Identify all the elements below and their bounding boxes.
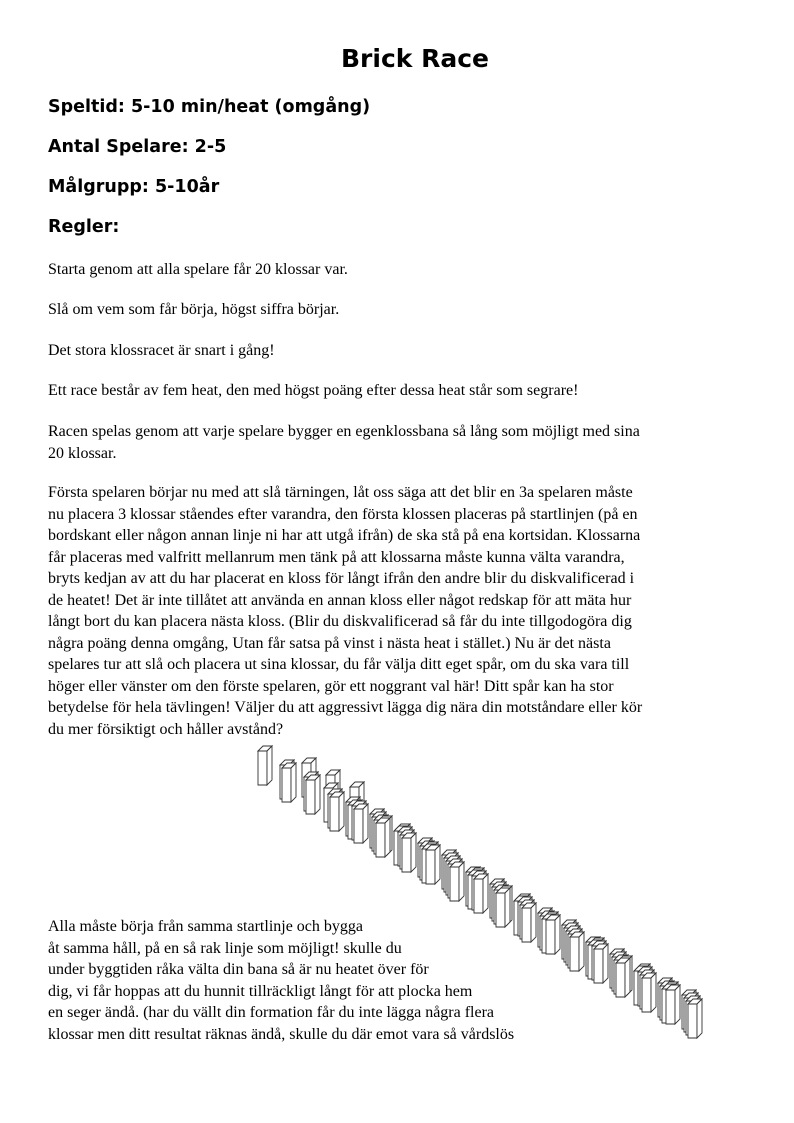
text-line: nu placera 3 klossar ståendes efter varandra, den första klossen placeras på startlinjen (på en (48, 505, 638, 523)
domino-brick (594, 944, 608, 983)
paragraph (48, 421, 748, 464)
text-line: spelares tur att slå och placera ut sina klossar, du får välja ditt eget spår, om du ska vara till (48, 656, 630, 673)
text-line: klossar men ditt resultat räknas ändå, skulle du där emot vara så vårdslös (48, 1025, 515, 1043)
domino-brick (282, 763, 296, 802)
bottom-paragraph (48, 916, 514, 1046)
text-line: dig, vi får hoppas att du hunnit tillräckligt långt för att plocka hem (48, 982, 473, 1000)
text-line: de heatet! Det är inte tillåtet att använda en annan kloss eller något redskap för att mäta hur (48, 591, 632, 609)
text-line: Första spelaren börjar nu med att slå tärningen, låt oss säga att det blir en 3a spelaren måste (48, 484, 633, 501)
text-line: Alla måste börja från samma startlinje och bygga (48, 918, 364, 935)
text-line: Det stora klossracet är snart i gång! (48, 342, 275, 359)
domino-brick (376, 818, 390, 857)
domino-brick (616, 958, 630, 997)
domino-brick (426, 845, 440, 884)
domino-brick (330, 792, 344, 831)
text-line: under byggtiden råka välta din bana så är nu heatet över för (48, 961, 429, 979)
playtime-heading: Speltid: 5-10 min/heat (omgång) (48, 97, 371, 117)
rules-heading: Regler: (48, 217, 120, 237)
domino-brick (666, 985, 680, 1024)
domino-brick (402, 833, 416, 872)
domino-brick (688, 999, 702, 1038)
page-title: Brick Race (341, 44, 489, 73)
text-line: höger eller vänster om den förste spelaren, gör ett noggrant val här! Ditt spår kan ha stor (48, 677, 614, 695)
text-line: några poäng denna omgång, Utan får satsa på vinst i nästa heat i stället.) Nu är det nästa (48, 634, 611, 652)
paragraph (48, 259, 748, 281)
text-line: Starta genom att alla spelare får 20 klossar var. (48, 261, 348, 278)
text-line: åt samma håll, på en så rak linje som möjligt! skulle du (48, 939, 402, 957)
text-line: betydelse för hela tävlingen! Väljer du att aggressivt lägga dig nära din motståndare eller kör (48, 699, 643, 716)
domino-brick (306, 775, 320, 814)
domino-brick (570, 932, 584, 971)
text-line: bryts kedjan av att du har placerat en kloss för långt ifrån den andre blir du diskvalificerad i (48, 570, 635, 587)
domino-brick (354, 804, 368, 843)
domino-brick (474, 874, 488, 913)
text-line: en seger ändå. (har du vällt din formation får du inte lägga några flera (48, 1004, 495, 1022)
domino-brick (522, 903, 536, 942)
domino-brick (450, 862, 464, 901)
paragraph (48, 482, 748, 740)
paragraph (48, 340, 748, 362)
text-line: får placeras med valfritt mellanrum men tänk på att klossarna måste kunna välta varandra, (48, 548, 625, 566)
domino-brick (546, 915, 560, 954)
paragraph (48, 380, 748, 402)
player-count-heading: Antal Spelare: 2-5 (48, 137, 227, 157)
text-line: du mer försiktigt och håller avstånd? (48, 720, 284, 738)
text-line: Ett race består av fem heat, den med högst poäng efter dessa heat står som segrare! (48, 382, 579, 399)
text-line: långt bort du kan placera nästa kloss. (Blir du diskvalificerad så får du inte tillgodogöra dig (48, 613, 632, 630)
text-line: 20 klossar. (48, 444, 117, 462)
paragraph (48, 299, 748, 321)
domino-brick (642, 973, 656, 1012)
text-line: Racen spelas genom att varje spelare bygger en egenklossbana så lång som möjligt med sina (48, 423, 640, 440)
domino-brick (258, 746, 272, 785)
text-line: Slå om vem som får börja, högst siffra börjar. (48, 301, 340, 318)
text-line: bordskant eller någon annan linje ni har att utgå ifrån) de ska stå på ena kortsidan. Klossarna (48, 527, 641, 544)
target-group-heading: Målgrupp: 5-10år (48, 177, 220, 197)
